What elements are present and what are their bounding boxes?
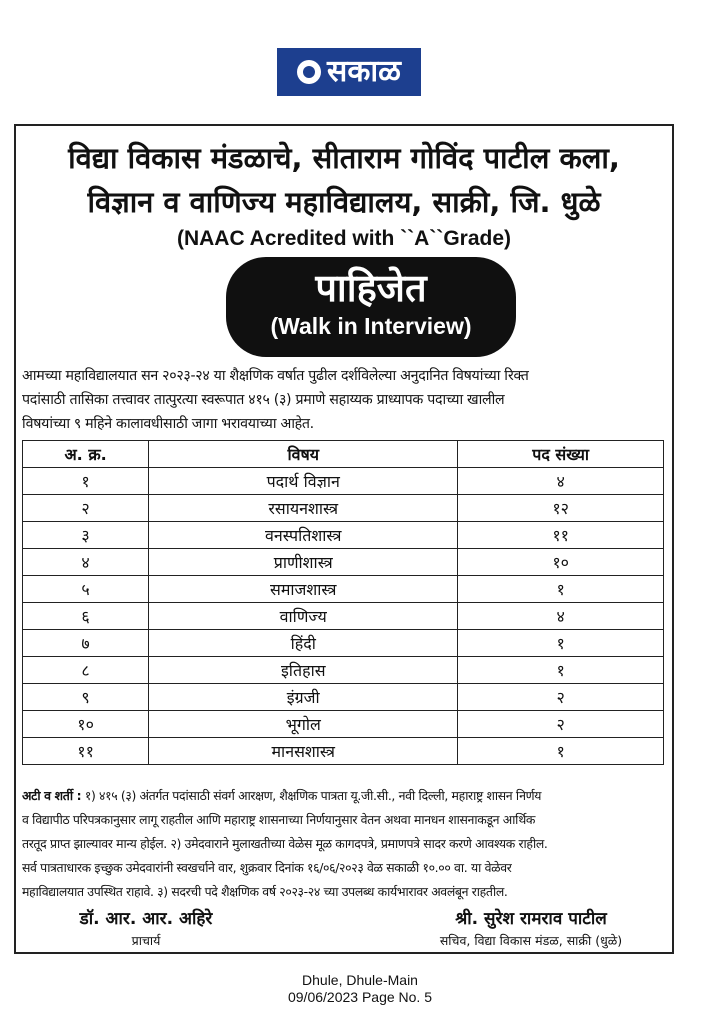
terms-text: १) ४१५ (३) अंतर्गत पदांसाठी संवर्ग आरक्षण, शैक्षणिक पात्रता यू.जी.सी., नवी दिल्ली, महाराष्ट्र शासन निर्णय bbox=[81, 788, 542, 803]
secretary-name: श्री. सुरेश रामराव पाटील bbox=[455, 909, 607, 929]
terms-line: व विद्यापीठ परिपत्रकानुसार लागू राहतील आणि महाराष्ट्र शासनाच्या निर्णयानुसार वेतन अथवा मानधन शासनाकडून आर्थिक bbox=[22, 812, 536, 827]
post-count-cell: १ bbox=[458, 657, 664, 684]
post-count-cell: १ bbox=[458, 630, 664, 657]
naac-accreditation: (NAAC Acredited with ``A``Grade) bbox=[176, 227, 512, 250]
banner-title: पाहिजेत bbox=[315, 266, 427, 310]
intro-line: आमच्या महाविद्यालयात सन २०२३-२४ या शैक्षणिक वर्षात पुढील दर्शविलेल्या अनुदानित विषयांच्या रिक्त bbox=[22, 368, 529, 384]
table-row bbox=[23, 468, 664, 495]
table-header-row bbox=[23, 441, 664, 468]
table-row bbox=[23, 549, 664, 576]
secretary-role: सचिव, विद्या विकास मंडळ, साक्री (धुळे) bbox=[439, 933, 623, 948]
intro-paragraph bbox=[22, 364, 666, 436]
table-row bbox=[23, 576, 664, 603]
terms-line: सर्व पात्रताधारक इच्छुक उमेदवारांनी स्वखर्चाने वार, शुक्रवार दिनांक १६/०६/२०२३ वेळ सकाळी १०.०० वा. या वेळेवर bbox=[22, 860, 512, 875]
ad-title-line2: विज्ञान व वाणिज्य महाविद्यालय, साक्री, जि. धुळे bbox=[87, 185, 601, 219]
serial-cell: १ bbox=[23, 468, 149, 495]
terms-line bbox=[22, 784, 668, 808]
walk-in-banner bbox=[226, 257, 516, 357]
serial-cell: १० bbox=[23, 711, 149, 738]
subject-cell: वाणिज्य bbox=[149, 603, 458, 630]
table-row bbox=[23, 684, 664, 711]
subject-cell: इंग्रजी bbox=[149, 684, 458, 711]
table-row bbox=[23, 738, 664, 765]
header-post-count: पद संख्या bbox=[458, 441, 664, 468]
date-page-label: 09/06/2023 Page No. 5 bbox=[287, 989, 432, 1005]
newspaper-footer bbox=[0, 972, 720, 1006]
post-count-cell: २ bbox=[458, 711, 664, 738]
post-count-cell: ४ bbox=[458, 603, 664, 630]
header-subject: विषय bbox=[149, 441, 458, 468]
subject-cell: समाजशास्त्र bbox=[149, 576, 458, 603]
advertisement-box bbox=[14, 124, 674, 954]
subject-cell: पदार्थ विज्ञान bbox=[149, 468, 458, 495]
subject-cell: मानसशास्त्र bbox=[149, 738, 458, 765]
serial-cell: ३ bbox=[23, 522, 149, 549]
serial-cell: ५ bbox=[23, 576, 149, 603]
subject-cell: हिंदी bbox=[149, 630, 458, 657]
edition-label: Dhule, Dhule-Main bbox=[302, 972, 418, 988]
post-count-cell: २ bbox=[458, 684, 664, 711]
serial-cell: ४ bbox=[23, 549, 149, 576]
principal-signature bbox=[46, 906, 246, 950]
sakal-emblem-icon bbox=[297, 60, 321, 84]
subject-cell: इतिहास bbox=[149, 657, 458, 684]
subject-cell: भूगोल bbox=[149, 711, 458, 738]
sakal-logo bbox=[277, 48, 421, 96]
post-count-cell: १० bbox=[458, 549, 664, 576]
principal-role: प्राचार्य bbox=[131, 933, 161, 948]
post-count-cell: १२ bbox=[458, 495, 664, 522]
serial-cell: ११ bbox=[23, 738, 149, 765]
subject-cell: रसायनशास्त्र bbox=[149, 495, 458, 522]
subject-cell: प्राणीशास्त्र bbox=[149, 549, 458, 576]
subject-cell: वनस्पतिशास्त्र bbox=[149, 522, 458, 549]
banner-subtitle: (Walk in Interview) bbox=[270, 313, 472, 339]
ad-title-line1: विद्या विकास मंडळाचे, सीताराम गोविंद पाटील कला, bbox=[68, 141, 620, 175]
table-body bbox=[23, 468, 664, 765]
logo-text: सकाळ bbox=[327, 54, 401, 89]
serial-cell: ८ bbox=[23, 657, 149, 684]
post-count-cell: १ bbox=[458, 576, 664, 603]
table-row bbox=[23, 495, 664, 522]
terms-label: अटी व शर्ती : bbox=[22, 788, 82, 803]
serial-cell: ७ bbox=[23, 630, 149, 657]
table-row bbox=[23, 603, 664, 630]
serial-cell: २ bbox=[23, 495, 149, 522]
post-count-cell: १ bbox=[458, 738, 664, 765]
intro-line: विषयांच्या ९ महिने कालावधीसाठी जागा भरावयाच्या आहेत. bbox=[22, 416, 314, 432]
principal-name: डॉ. आर. आर. अहिरे bbox=[79, 909, 213, 929]
post-count-cell: ११ bbox=[458, 522, 664, 549]
terms-and-conditions bbox=[22, 784, 668, 904]
table-row bbox=[23, 657, 664, 684]
intro-line: पदांसाठी तासिका तत्त्वावर तात्पुरत्या स्वरूपात ४१५ (३) प्रमाणे सहाय्यक प्राध्यापक पदाच्या खालील bbox=[22, 392, 505, 408]
header-serial: अ. क्र. bbox=[23, 441, 149, 468]
serial-cell: ६ bbox=[23, 603, 149, 630]
serial-cell: ९ bbox=[23, 684, 149, 711]
terms-line: महाविद्यालयात उपस्थित राहावे. ३) सदरची पदे शैक्षणिक वर्ष २०२३-२४ च्या उपलब्ध कार्यभारावर अवलंबून राहतील. bbox=[22, 884, 508, 899]
vacancy-table bbox=[22, 440, 664, 765]
table-row bbox=[23, 711, 664, 738]
table-row bbox=[23, 522, 664, 549]
table-row bbox=[23, 630, 664, 657]
secretary-signature bbox=[396, 906, 666, 950]
post-count-cell: ४ bbox=[458, 468, 664, 495]
terms-line: तरतूद प्राप्त झाल्यावर मान्य होईल. २) उमेदवाराने मुलाखतीच्या वेळेस मूळ कागदपत्रे, प्रमाणपत्रे सादर करणे आवश्यक राहील. bbox=[22, 836, 548, 851]
